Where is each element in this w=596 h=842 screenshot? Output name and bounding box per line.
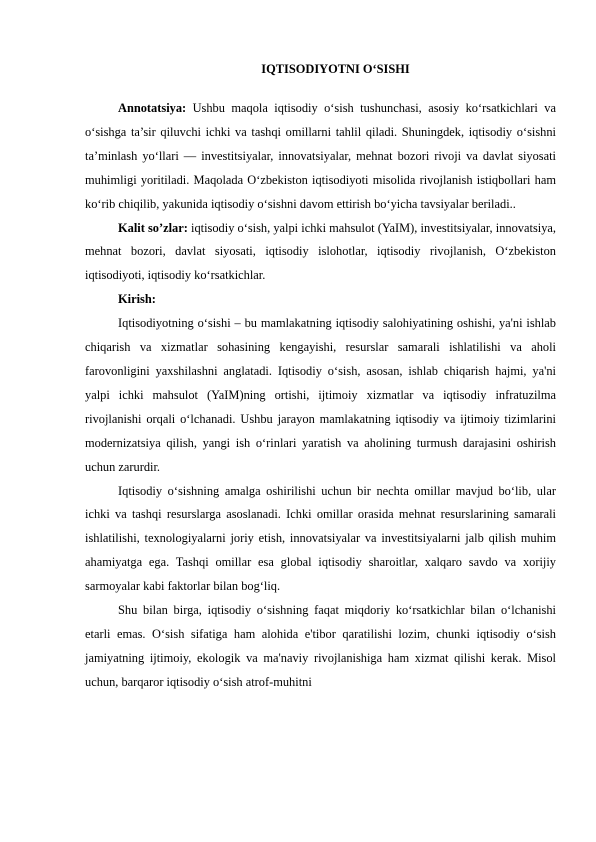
document-title: IQTISODIYOTNI O‘SISHI xyxy=(261,62,410,76)
annotation-paragraph xyxy=(85,97,556,217)
annotation-label: Annotatsiya: xyxy=(118,101,187,115)
keywords-label: Kalit so’zlar: xyxy=(118,220,188,235)
annotation-text: Ushbu maqola iqtisodiy o‘sish tushunchasi, asosiy ko‘rsatkichlari va o‘sishga ta’sir qiluvchi ichki va tashqi omillarni tahlil qiladi. Shuningdek, iqtisodiy o‘sishni ta’minlash yo‘llari — investitsiyalar, innovatsiyalar, mehnat bozori rivoji va davlat siyosati muhimligi yoritiladi. Maqolada O‘zbekiston iqtisodiyoti misolida rivojlanish istiqbollari ham ko‘rib chiqilib, yakunida iqtisodiy o‘sishni davom ettirish bo‘yicha tavsiyalar beriladi.. xyxy=(85,101,556,211)
document-page xyxy=(85,57,556,695)
keywords-paragraph xyxy=(85,217,556,289)
intro-heading: Kirish: xyxy=(118,292,156,307)
keywords-text: iqtisodiy o‘sish, yalpi ichki mahsulot (YaIM), investitsiyalar, innovatsiya, mehnat bozori, davlat siyosati, iqtisodiy islohotlar, iqtisodiy rivojlanish, O‘zbekiston iqtisodiyoti, iqtisodiy ko‘rsatkichlar. xyxy=(85,220,556,283)
body-paragraph-1: Iqtisodiyotning o‘sishi – bu mamlakatning iqtisodiy salohiyatining oshishi, ya'ni ishlab chiqarish va xizmatlar sohasining kengayishi, resurslar samarali ishlatilishi va aholi farovonligini yaxshilashni anglatadi. Iqtisodiy o‘sish, asosan, ishlab chiqarish hajmi, ya'ni yalpi ichki mahsulot (YaIM)ning ortishi, ijtimoiy xizmatlar va iqtisodiy infratuzilma rivojlanishi orqali o‘lchanadi. Ushbu jarayon mamlakatning iqtisodiy va ijtimoiy tizimlarini modernizatsiya qilish, yangi ish o‘rinlari yaratish va aholining turmush darajasini oshirish uchun zarurdir. xyxy=(85,316,556,474)
body-paragraph-2: Iqtisodiy o‘sishning amalga oshirilishi uchun bir nechta omillar mavjud bo‘lib, ular ichki va tashqi resurslarga asoslanadi. Ichki omillar orasida mehnat resurslarining samarali ishlatilishi, texnologiyalarni joriy etish, innovatsiyalar va investitsiyalarni jalb qilish muhim ahamiyatga ega. Tashqi omillar esa global iqtisodiy sharoitlar, xalqaro savdo va xorijiy sarmoyalar kabi faktorlar bilan bog‘liq. xyxy=(85,483,556,594)
body-paragraph-3: Shu bilan birga, iqtisodiy o‘sishning faqat miqdoriy ko‘rsatkichlar bilan o‘lchanishi etarli emas. O‘sish sifatiga ham alohida e'tibor qaratilishi lozim, chunki iqtisodiy o‘sish jamiyatning ijtimoiy, ekologik va ma'naviy rivojlanishiga ham xizmat qilishi kerak. Misol uchun, barqaror iqtisodiy o‘sish atrof-muhitni xyxy=(85,603,556,689)
